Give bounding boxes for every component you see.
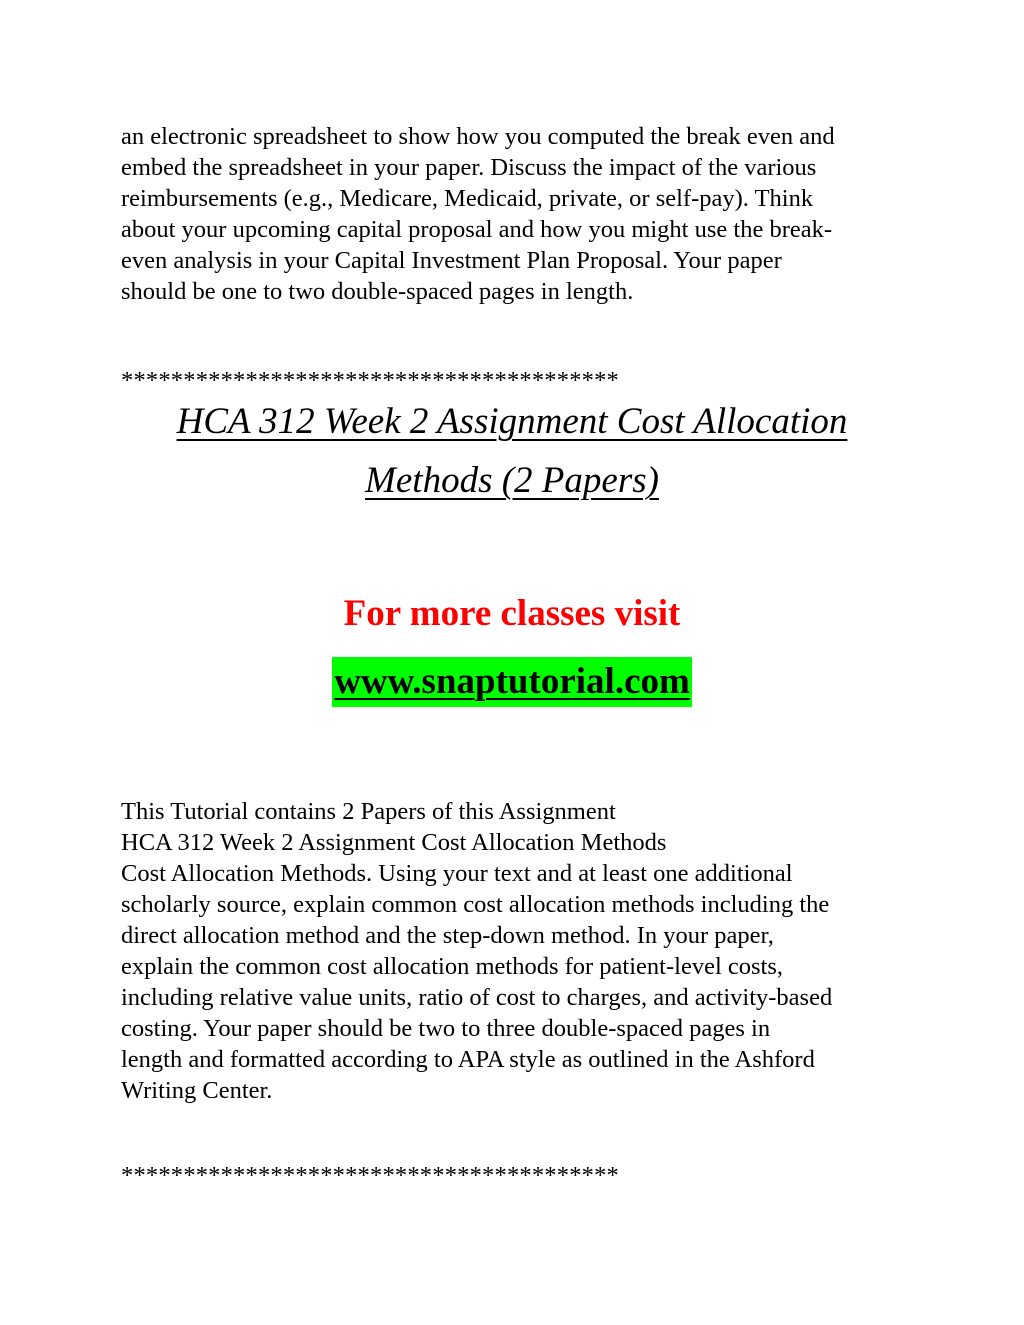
intro-line: about your upcoming capital proposal and how you might use the break- xyxy=(121,216,833,243)
intro-line: an electronic spreadsheet to show how you computed the break even and xyxy=(121,123,835,150)
body-line: scholarly source, explain common cost allocation methods including the xyxy=(121,891,830,918)
title-line: Methods (2 Papers) xyxy=(365,460,659,501)
body-line: Writing Center. xyxy=(121,1077,273,1104)
assignment-title xyxy=(0,392,1024,510)
separator-bottom: **************************************** xyxy=(121,1162,619,1189)
body-line: HCA 312 Week 2 Assignment Cost Allocation Methods xyxy=(121,829,667,856)
intro-line: embed the spreadsheet in your paper. Discuss the impact of the various xyxy=(121,154,817,181)
body-line: Cost Allocation Methods. Using your text and at least one additional xyxy=(121,860,793,887)
promo-heading: For more classes visit xyxy=(343,593,681,634)
assignment-description xyxy=(121,796,921,1106)
body-line: length and formatted according to APA style as outlined in the Ashford xyxy=(121,1046,815,1073)
website-link[interactable]: www.snaptutorial.com xyxy=(332,657,692,707)
body-line: direct allocation method and the step-down method. In your paper, xyxy=(121,922,774,949)
intro-paragraph xyxy=(121,121,921,307)
body-line: including relative value units, ratio of cost to charges, and activity-based xyxy=(121,984,833,1011)
promo-link-container xyxy=(0,657,1024,707)
title-line: HCA 312 Week 2 Assignment Cost Allocation xyxy=(176,401,848,442)
body-line: This Tutorial contains 2 Papers of this Assignment xyxy=(121,798,616,825)
intro-line: even analysis in your Capital Investment Plan Proposal. Your paper xyxy=(121,247,782,274)
body-line: costing. Your paper should be two to three double-spaced pages in xyxy=(121,1015,771,1042)
separator-top: **************************************** xyxy=(121,367,619,394)
intro-line: reimbursements (e.g., Medicare, Medicaid, private, or self-pay). Think xyxy=(121,185,814,212)
intro-line: should be one to two double-spaced pages in length. xyxy=(121,278,634,305)
body-line: explain the common cost allocation methods for patient-level costs, xyxy=(121,953,784,980)
